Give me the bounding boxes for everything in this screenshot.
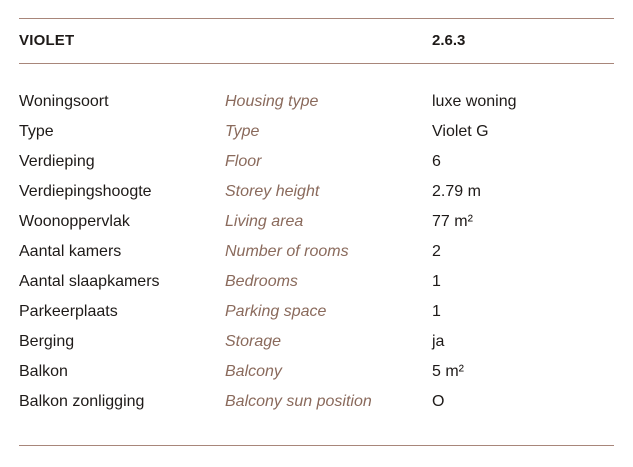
spec-value: 2 [432, 243, 441, 260]
dutch-label: Woonoppervlak [19, 213, 130, 230]
dutch-label: Type [19, 123, 54, 140]
english-label: Number of rooms [225, 243, 349, 260]
dutch-label: Verdieping [19, 153, 95, 170]
english-label: Storage [225, 333, 282, 350]
english-label: Type [225, 123, 260, 140]
dutch-label: Balkon [19, 363, 68, 380]
header-divider [19, 63, 614, 64]
english-label: Living area [225, 213, 304, 230]
spec-value: 5 m² [432, 363, 464, 380]
spec-value: 1 [432, 303, 441, 320]
spec-row-type [0, 118, 633, 148]
english-label: Bedrooms [225, 273, 298, 290]
spec-value: Violet G [432, 123, 489, 140]
spec-value: O [432, 393, 445, 410]
spec-row-housing-type [0, 88, 633, 118]
english-label: Parking space [225, 303, 327, 320]
spec-table [0, 88, 633, 418]
unit-name: VIOLET [19, 32, 75, 49]
english-label: Housing type [225, 93, 319, 110]
spec-row-number-of-rooms [0, 238, 633, 268]
spec-row-balcony [0, 358, 633, 388]
spec-row-storey-height [0, 178, 633, 208]
spec-value: 6 [432, 153, 441, 170]
spec-row-floor [0, 148, 633, 178]
spec-value: 77 m² [432, 213, 473, 230]
bottom-divider [19, 445, 614, 446]
dutch-label: Verdiepingshoogte [19, 183, 152, 200]
dutch-label: Parkeerplaats [19, 303, 118, 320]
spec-row-storage [0, 328, 633, 358]
dutch-label: Woningsoort [19, 93, 109, 110]
dutch-label: Aantal slaapkamers [19, 273, 160, 290]
dutch-label: Balkon zonligging [19, 393, 145, 410]
spec-value: luxe woning [432, 93, 517, 110]
english-label: Balcony sun position [225, 393, 372, 410]
unit-code: 2.6.3 [432, 32, 466, 49]
spec-row-bedrooms [0, 268, 633, 298]
spec-header [0, 30, 633, 54]
dutch-label: Aantal kamers [19, 243, 122, 260]
dutch-label: Berging [19, 333, 75, 350]
top-divider [19, 18, 614, 19]
spec-value: 1 [432, 273, 441, 290]
spec-row-living-area [0, 208, 633, 238]
spec-value: 2.79 m [432, 183, 481, 200]
english-label: Storey height [225, 183, 320, 200]
spec-row-parking-space [0, 298, 633, 328]
english-label: Floor [225, 153, 262, 170]
english-label: Balcony [225, 363, 282, 380]
spec-row-balcony-sun-position [0, 388, 633, 418]
spec-value: ja [432, 333, 445, 350]
